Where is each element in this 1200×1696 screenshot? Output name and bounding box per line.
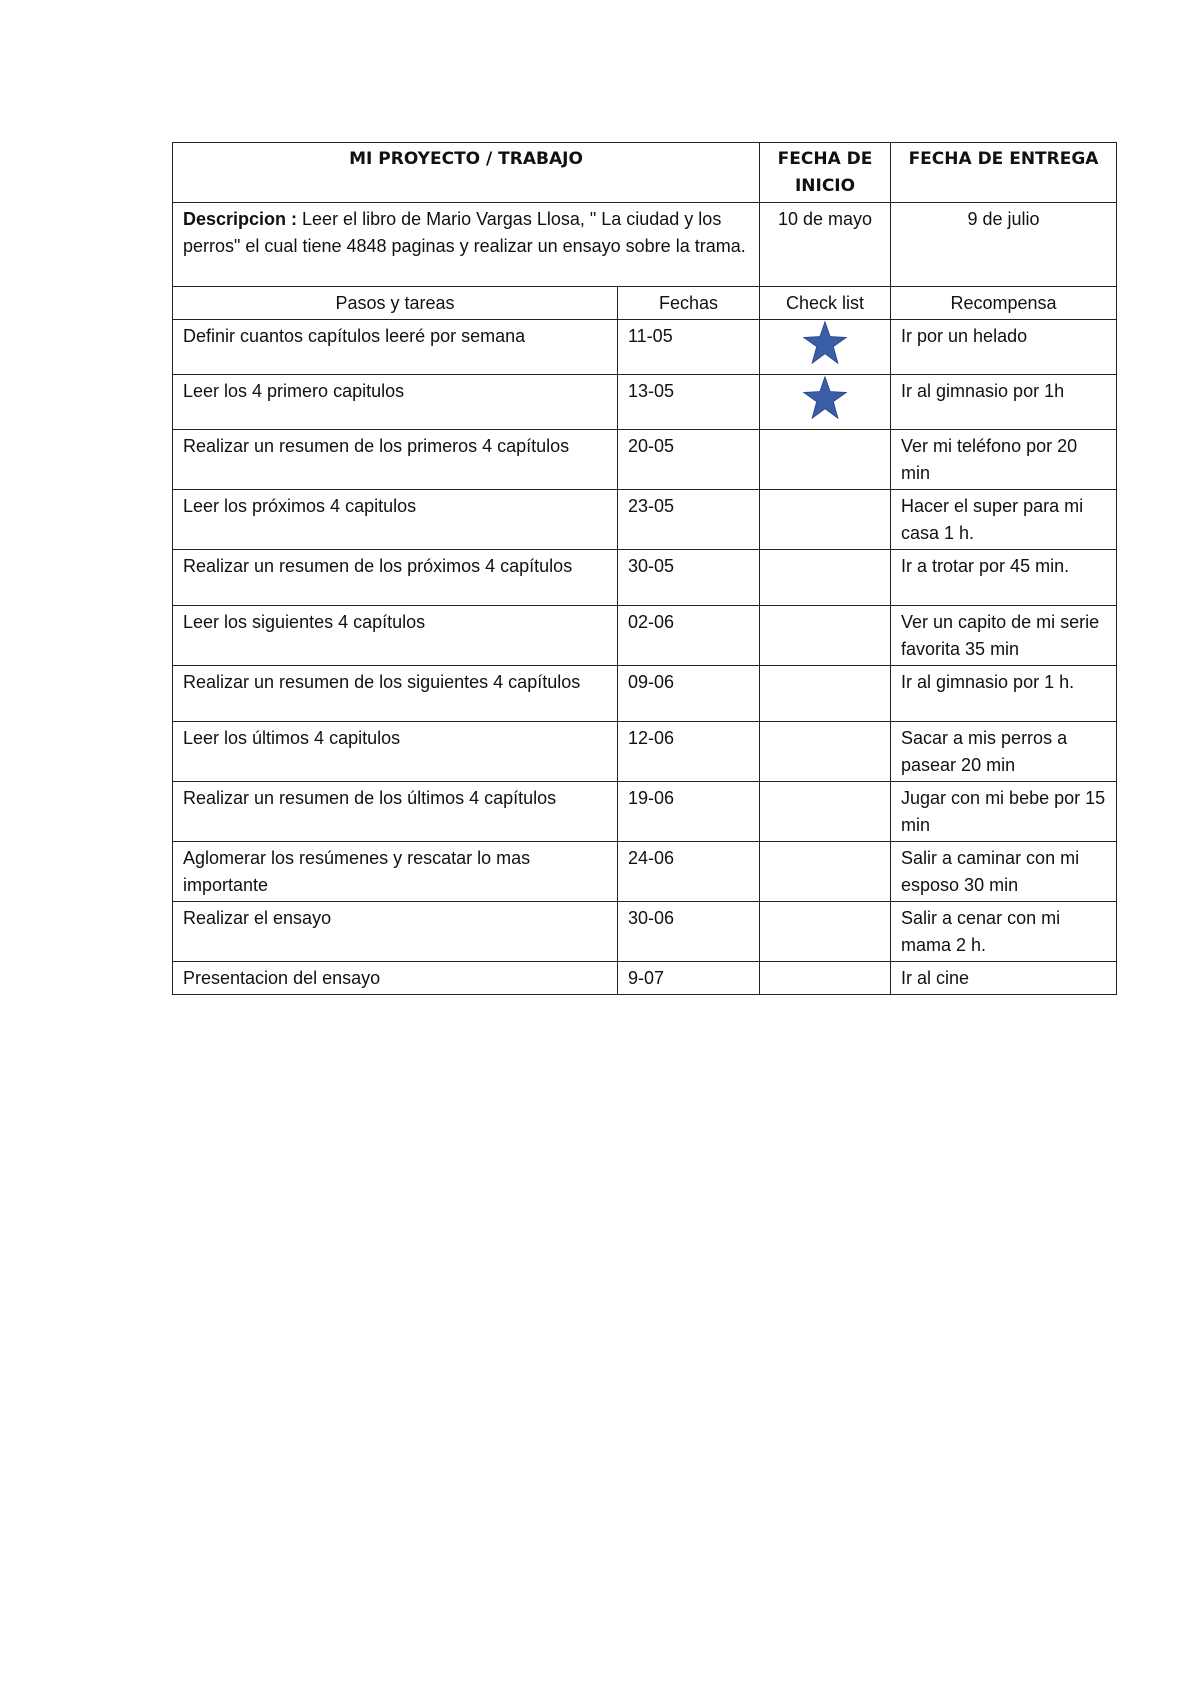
task-cell: Definir cuantos capítulos leeré por semana [173, 320, 618, 375]
date-cell: 11-05 [618, 320, 760, 375]
date-cell: 9-07 [618, 962, 760, 995]
reward-cell: Salir a caminar con mi esposo 30 min [891, 842, 1117, 902]
task-cell: Realizar un resumen de los siguientes 4 capítulos [173, 666, 618, 722]
date-cell: 30-05 [618, 550, 760, 606]
description-label: Descripcion : [183, 209, 298, 229]
star-icon [802, 320, 848, 366]
star-icon [802, 375, 848, 421]
date-cell: 24-06 [618, 842, 760, 902]
date-cell: 23-05 [618, 490, 760, 550]
header-row [173, 143, 1117, 203]
reward-cell: Ir a trotar por 45 min. [891, 550, 1117, 606]
project-plan-table [172, 142, 1117, 995]
table-row [173, 842, 1117, 902]
date-cell: 09-06 [618, 666, 760, 722]
reward-cell: Ir al gimnasio por 1 h. [891, 666, 1117, 722]
reward-cell: Sacar a mis perros a pasear 20 min [891, 722, 1117, 782]
date-cell: 02-06 [618, 606, 760, 666]
task-cell: Leer los siguientes 4 capítulos [173, 606, 618, 666]
checklist-cell [760, 490, 891, 550]
task-cell: Realizar un resumen de los próximos 4 capítulos [173, 550, 618, 606]
checklist-cell [760, 550, 891, 606]
due-date-label: FECHA DE ENTREGA [891, 143, 1117, 203]
date-cell: 19-06 [618, 782, 760, 842]
task-cell: Aglomerar los resúmenes y rescatar lo mas importante [173, 842, 618, 902]
checklist-cell [760, 375, 891, 430]
reward-cell: Ver mi teléfono por 20 min [891, 430, 1117, 490]
checklist-cell [760, 722, 891, 782]
checklist-cell [760, 666, 891, 722]
reward-cell: Ir por un helado [891, 320, 1117, 375]
description-cell [173, 203, 760, 287]
table-row [173, 962, 1117, 995]
description-text: Leer el libro de Mario Vargas Llosa, " La ciudad y los perros" el cual tiene 4848 paginas y realizar un ensayo sobre la trama. [183, 209, 746, 256]
table-row [173, 782, 1117, 842]
task-cell: Leer los 4 primero capitulos [173, 375, 618, 430]
reward-cell: Jugar con mi bebe por 15 min [891, 782, 1117, 842]
table-row [173, 722, 1117, 782]
checklist-cell [760, 430, 891, 490]
checklist-cell [760, 606, 891, 666]
task-cell: Realizar un resumen de los primeros 4 capítulos [173, 430, 618, 490]
date-cell: 13-05 [618, 375, 760, 430]
table-row [173, 666, 1117, 722]
table-row [173, 320, 1117, 375]
start-date-value: 10 de mayo [760, 203, 891, 287]
start-date-label: FECHA DE INICIO [760, 143, 891, 203]
col-dates-header: Fechas [618, 287, 760, 320]
table-row [173, 902, 1117, 962]
checklist-cell [760, 962, 891, 995]
due-date-value: 9 de julio [891, 203, 1117, 287]
checklist-cell [760, 320, 891, 375]
date-cell: 12-06 [618, 722, 760, 782]
checklist-cell [760, 842, 891, 902]
checklist-cell [760, 782, 891, 842]
description-row [173, 203, 1117, 287]
table-row [173, 550, 1117, 606]
task-cell: Presentacion del ensayo [173, 962, 618, 995]
col-check-header: Check list [760, 287, 891, 320]
project-title: MI PROYECTO / TRABAJO [173, 143, 760, 203]
col-reward-header: Recompensa [891, 287, 1117, 320]
col-steps-header: Pasos y tareas [173, 287, 618, 320]
table-row [173, 606, 1117, 666]
checklist-cell [760, 902, 891, 962]
reward-cell: Ver un capito de mi serie favorita 35 min [891, 606, 1117, 666]
date-cell: 30-06 [618, 902, 760, 962]
reward-cell: Hacer el super para mi casa 1 h. [891, 490, 1117, 550]
table-row [173, 375, 1117, 430]
task-cell: Leer los próximos 4 capitulos [173, 490, 618, 550]
reward-cell: Ir al cine [891, 962, 1117, 995]
date-cell: 20-05 [618, 430, 760, 490]
task-cell: Realizar un resumen de los últimos 4 capítulos [173, 782, 618, 842]
task-cell: Realizar el ensayo [173, 902, 618, 962]
task-cell: Leer los últimos 4 capitulos [173, 722, 618, 782]
table-row [173, 490, 1117, 550]
column-header-row [173, 287, 1117, 320]
reward-cell: Ir al gimnasio por 1h [891, 375, 1117, 430]
table-row [173, 430, 1117, 490]
reward-cell: Salir a cenar con mi mama 2 h. [891, 902, 1117, 962]
